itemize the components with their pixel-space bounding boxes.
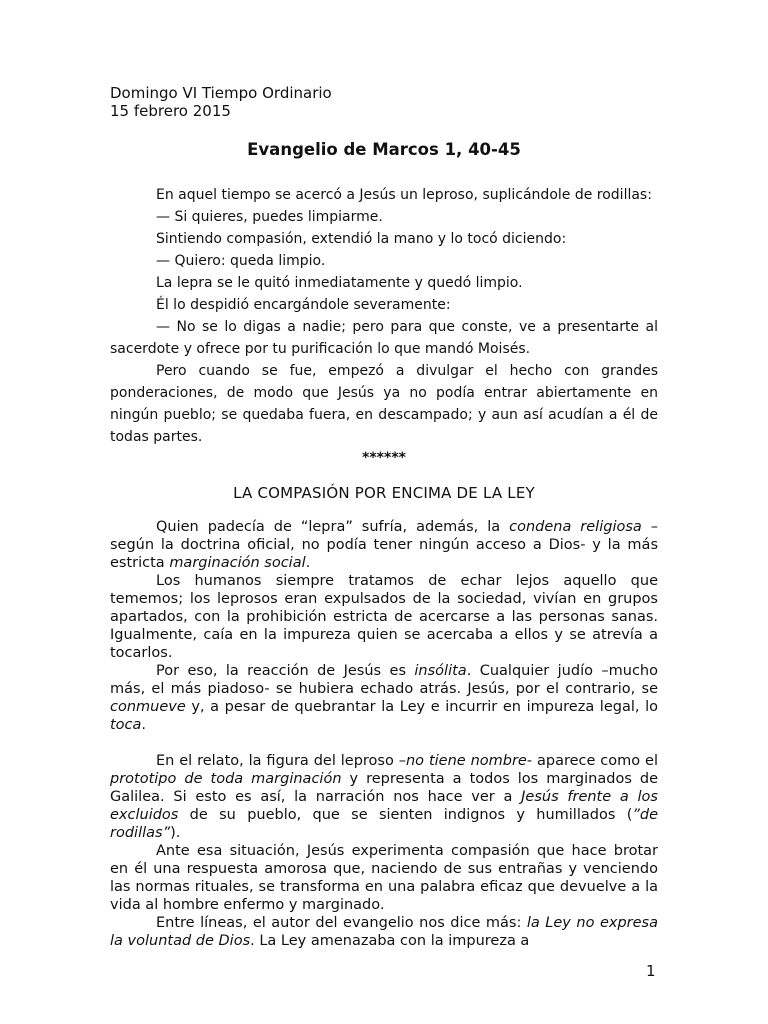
commentary-paragraph [110, 662, 658, 734]
section-separator: ****** [362, 450, 406, 466]
gospel-paragraph: — Quiero: queda limpio. [156, 253, 326, 269]
emphasis: condena religiosa [509, 519, 642, 535]
commentary-paragraph [110, 752, 658, 842]
text-run: . [141, 717, 147, 733]
emphasis: toca [110, 717, 142, 733]
text-run: - aparece como el [526, 753, 658, 769]
liturgical-day: Domingo VI Tiempo Ordinario [110, 84, 332, 102]
emphasis: la Ley no expresa la voluntad de Dios [110, 915, 658, 949]
page-number: 1 [646, 962, 656, 980]
gospel-paragraph: — Si quieres, puedes limpiarme. [156, 209, 383, 225]
emphasis: prototipo de toda marginación [110, 771, 342, 787]
emphasis: conmueve [110, 699, 186, 715]
text-run: y representa a todos los marginados de Galilea. Si esto es así, la narración nos hace ver a [110, 771, 659, 805]
emphasis: no tiene nombre [405, 753, 527, 769]
gospel-paragraph: En aquel tiempo se acercó a Jesús un leproso, suplicándole de rodillas: [156, 187, 652, 203]
text-run: . [305, 555, 311, 571]
text-run: de su pueblo, que se sienten indignos y humillados ( [178, 807, 633, 823]
text-run: ). [170, 825, 181, 841]
text-run: –según la doctrina oficial, no podía tener ningún acceso a Dios- y la más estricta [110, 519, 659, 571]
emphasis: marginación social [169, 555, 306, 571]
commentary-paragraph [110, 518, 658, 572]
commentary-text [110, 518, 658, 950]
commentary-title: LA COMPASIÓN POR ENCIMA DE LA LEY [233, 484, 535, 502]
text-run: . Cualquier judío –mucho más, el más piadoso- se hubiera echado atrás. Jesús, por el contrario, se [110, 663, 658, 697]
gospel-paragraph: Pero cuando se fue, empezó a divulgar el hecho con grandes ponderaciones, de modo que Jesús ya no podía entrar abiertamente en ningún pueblo; se quedaba fuera, en descampado; y aun así acudían a él de todas partes. [110, 363, 658, 445]
text-run: En el relato, la figura del leproso – [156, 753, 406, 769]
gospel-text [110, 184, 658, 448]
gospel-paragraph: La lepra se le quitó inmediatamente y quedó limpio. [156, 275, 523, 291]
gospel-paragraph: Sintiendo compasión, extendió la mano y lo tocó diciendo: [156, 231, 567, 247]
emphasis: ”de rodillas” [110, 807, 658, 841]
text-run: Entre líneas, el autor del evangelio nos dice más: [156, 915, 527, 931]
emphasis: Jesús frente a los excluidos [110, 789, 658, 823]
text-run: Quien padecía de “lepra” sufría, además, la [156, 519, 510, 535]
commentary-paragraph: Ante esa situación, Jesús experimenta compasión que hace brotar en él una respuesta amorosa que, naciendo de sus entrañas y venciendo las normas rituales, se transforma en una palabra eficaz que devuelve a la vida al hombre enfermo y marginado. [110, 843, 658, 913]
gospel-paragraph: — No se lo digas a nadie; pero para que conste, ve a presentarte al sacerdote y ofrece por tu purificación lo que mandó Moisés. [110, 319, 658, 357]
commentary-paragraph [110, 914, 658, 950]
emphasis: insólita [414, 663, 467, 679]
document-date: 15 febrero 2015 [110, 102, 231, 120]
paragraph-gap [110, 734, 658, 752]
text-run: . La Ley amenazaba con la impureza a [250, 933, 530, 949]
commentary-paragraph: Los humanos siempre tratamos de echar lejos aquello que tememos; los leprosos eran expulsados de la sociedad, vivían en grupos apartados, con la prohibición estricta de acercarse a las personas sanas. Igualmente, caía en la impureza quien se acercaba a ellos y se atrevía a tocarlos. [110, 573, 658, 661]
text-run: y, a pesar de quebrantar la Ley e incurrir en impureza legal, lo [185, 699, 658, 715]
text-run: Por eso, la reacción de Jesús es [156, 663, 415, 679]
document-header [110, 84, 332, 120]
gospel-title: Evangelio de Marcos 1, 40-45 [247, 140, 521, 159]
gospel-paragraph: Él lo despidió encargándole severamente: [156, 297, 451, 313]
